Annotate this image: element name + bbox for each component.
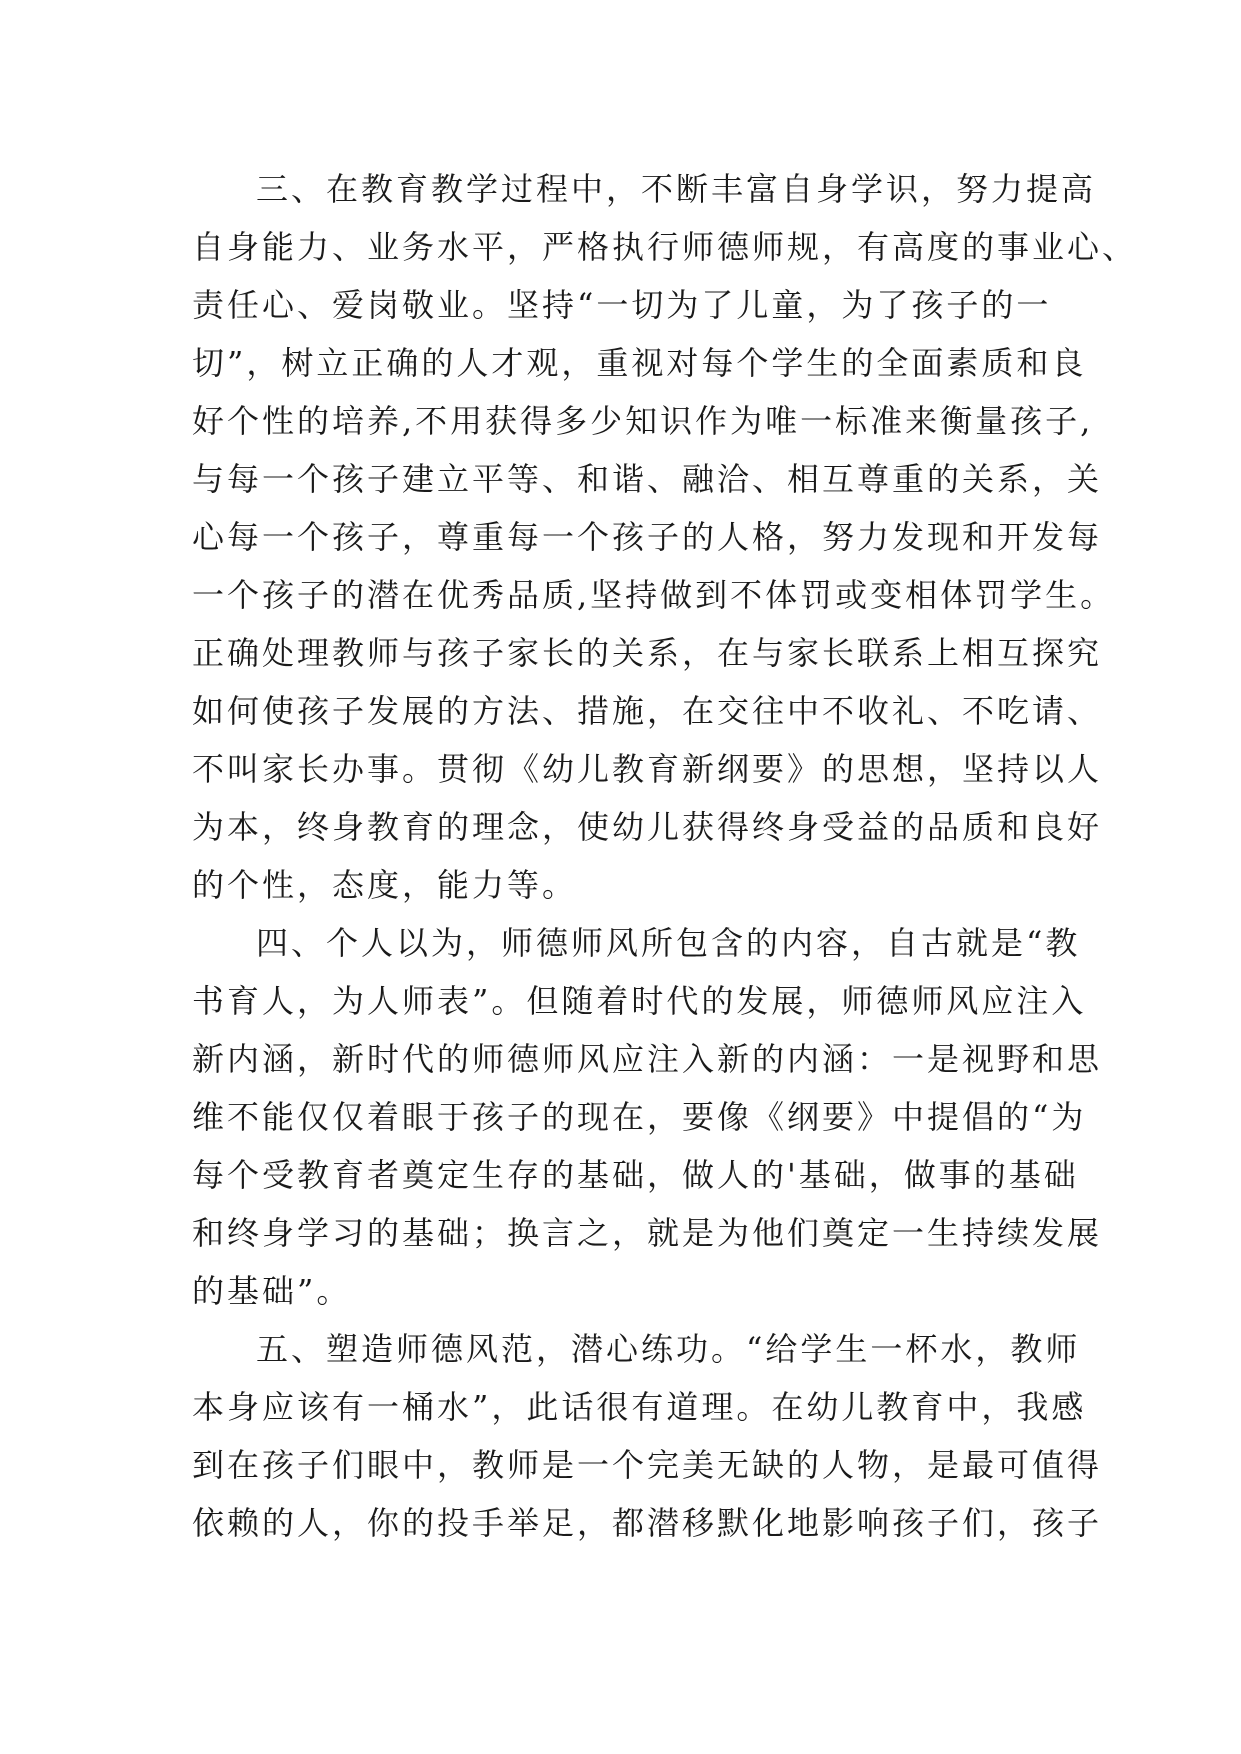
paragraph-3-line-9: 正确处理教师与孩子家长的关系，在与家长联系上相互探究 xyxy=(192,634,1103,672)
paragraph-5-line-3: 到在孩子们眼中，教师是一个完美无缺的人物，是最可值得 xyxy=(192,1446,1103,1484)
paragraph-3-line-10: 如何使孩子发展的方法、措施，在交往中不收礼、不吃请、 xyxy=(192,692,1103,730)
paragraph-3-line-13: 的个性，态度，能力等。 xyxy=(192,866,578,904)
paragraph-3-line-3: 责任心、爱岗敬业。坚持“一切为了儿童，为了孩子的一 xyxy=(192,286,1052,324)
paragraph-3-line-7: 心每一个孩子，尊重每一个孩子的人格，努力发现和开发每 xyxy=(192,518,1103,556)
paragraph-3-line-1: 三、在教育教学过程中，不断丰富自身学识，努力提高 xyxy=(256,170,1097,208)
paragraph-3-line-12: 为本，终身教育的理念，使幼儿获得终身受益的品质和良好 xyxy=(192,808,1103,846)
body-text xyxy=(192,160,1138,1552)
paragraph-4-line-3: 新内涵，新时代的师德师风应注入新的内涵：一是视野和思 xyxy=(192,1040,1103,1078)
paragraph-3-line-5: 好个性的培养,不用获得多少知识作为唯一标准来衡量孩子, xyxy=(192,402,1094,440)
paragraph-4-line-1: 四、个人以为，师德师风所包含的内容，自古就是“教 xyxy=(256,924,1081,962)
paragraph-4-line-5: 每个受教育者奠定生存的基础，做人的'基础，做事的基础 xyxy=(192,1156,1079,1194)
paragraph-4-line-2: 书育人，为人师表”。但随着时代的发展，师德师风应注入 xyxy=(192,982,1087,1020)
paragraph-3-line-2: 自身能力、业务水平，严格执行师德师规，有高度的事业心、 xyxy=(192,228,1138,266)
paragraph-5-line-2: 本身应该有一桶水”，此话很有道理。在幼儿教育中，我感 xyxy=(192,1388,1087,1426)
paragraph-3-line-6: 与每一个孩子建立平等、和谐、融洽、相互尊重的关系，关 xyxy=(192,460,1103,498)
paragraph-4-line-7: 的基础”。 xyxy=(192,1272,352,1310)
paragraph-3-line-8: 一个孩子的潜在优秀品质,坚持做到不体罚或变相体罚学生。 xyxy=(192,576,1116,614)
paragraph-3-line-11: 不叫家长办事。贯彻《幼儿教育新纲要》的思想，坚持以人 xyxy=(192,750,1103,788)
paragraph-4-line-6: 和终身学习的基础；换言之，就是为他们奠定一生持续发展 xyxy=(192,1214,1103,1252)
paragraph-3-line-4: 切”，树立正确的人才观，重视对每个学生的全面素质和良 xyxy=(192,344,1087,382)
paragraph-5-line-4: 依赖的人，你的投手举足，都潜移默化地影响孩子们，孩子 xyxy=(192,1504,1103,1542)
paragraph-4-line-4: 维不能仅仅着眼于孩子的现在，要像《纲要》中提倡的“为 xyxy=(192,1098,1087,1136)
paragraph-5-line-1: 五、塑造师德风范，潜心练功。“给学生一杯水，教师 xyxy=(256,1330,1081,1368)
